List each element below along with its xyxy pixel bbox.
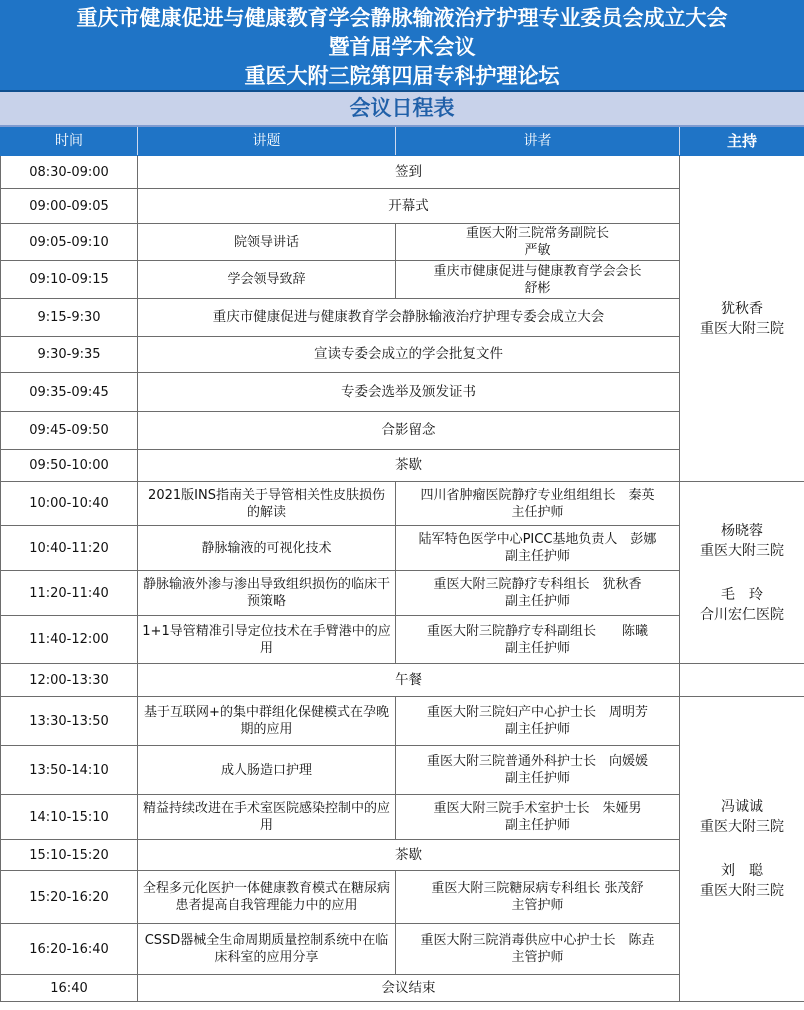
speaker-title: 重庆市健康促进与健康教育学会会长 [433, 263, 642, 279]
column-header-topic: 讲题 [138, 128, 396, 156]
speaker-rank: 严敏 [524, 243, 551, 258]
host-name: 毛 玲 [721, 586, 763, 603]
session-cell: 重庆市健康促进与健康教育学会静脉输液治疗护理专委会成立大会 [138, 299, 680, 337]
page-header [0, 0, 804, 92]
speaker-title: 重医大附三院妇产中心护士长 周明芳 [426, 705, 648, 720]
session-cell: 茶歇 [138, 450, 680, 482]
speaker-rank: 副主任护师 [504, 594, 570, 609]
speaker-rank: 主管护师 [511, 950, 564, 965]
speaker-cell [396, 746, 680, 795]
topic-cell: 全程多元化医护一体健康教育模式在糖尿病患者提高自我管理能力中的应用 [138, 871, 396, 924]
speaker-title: 重医大附三院消毒供应中心护士长 陈垚 [420, 933, 655, 948]
host-name: 刘 聪 [721, 863, 763, 879]
host-name: 犹秋香 [721, 300, 763, 317]
topic-cell: 2021版INS指南关于导管相关性皮肤损伤的解读 [138, 482, 396, 526]
speaker-rank: 副主任护师 [504, 771, 570, 786]
speaker-cell [396, 871, 680, 924]
session-cell: 开幕式 [138, 189, 680, 224]
session-cell: 茶歇 [138, 840, 680, 871]
host-cell-empty [680, 664, 804, 697]
session-cell: 合影留念 [138, 412, 680, 450]
time-cell: 10:40-11:20 [1, 526, 138, 571]
topic-cell: 院领导讲话 [138, 224, 396, 261]
time-cell: 11:20-11:40 [1, 571, 138, 616]
schedule-table [0, 127, 804, 1002]
table-row [1, 156, 804, 189]
host-cell-morning-1 [680, 156, 804, 482]
topic-cell: 成人肠造口护理 [138, 746, 396, 795]
speaker-cell [396, 697, 680, 746]
speaker-title: 四川省肿瘤医院静疗专业组组组长 秦英 [420, 487, 655, 503]
topic-cell: CSSD器械全生命周期质量控制系统中在临床科室的应用分享 [138, 924, 396, 975]
topic-cell: 静脉输液的可视化技术 [138, 526, 396, 571]
session-cell: 专委会选举及颁发证书 [138, 373, 680, 412]
speaker-title: 重医大附三院常务副院长 [465, 226, 609, 241]
time-cell: 15:10-15:20 [1, 840, 138, 871]
speaker-rank: 副主任护师 [504, 640, 570, 656]
speaker-cell [396, 924, 680, 975]
session-cell: 会议结束 [138, 975, 680, 1002]
speaker-rank: 副主任护师 [504, 818, 570, 833]
host-cell-morning-2 [680, 482, 804, 664]
topic-cell: 1+1导管精准引导定位技术在手臂港中的应用 [138, 616, 396, 664]
time-cell: 11:40-12:00 [1, 616, 138, 664]
speaker-cell [396, 482, 680, 526]
host-org: 重医大附三院 [700, 819, 784, 835]
time-cell: 09:05-09:10 [1, 224, 138, 261]
time-cell: 15:20-16:20 [1, 871, 138, 924]
host-org: 重医大附三院 [700, 320, 784, 337]
speaker-title: 重医大附三院静疗专科副组长 陈曦 [426, 623, 648, 639]
time-cell: 16:40 [1, 975, 138, 1002]
table-row [1, 482, 804, 526]
time-cell: 13:50-14:10 [1, 746, 138, 795]
host-cell-afternoon [680, 697, 804, 1002]
speaker-rank: 副主任护师 [504, 722, 570, 737]
time-cell: 9:15-9:30 [1, 299, 138, 337]
time-cell: 09:50-10:00 [1, 450, 138, 482]
time-cell: 09:35-09:45 [1, 373, 138, 412]
host-org: 重医大附三院 [700, 542, 784, 559]
time-cell: 09:10-09:15 [1, 261, 138, 299]
speaker-title: 陆军特色医学中心PICC基地负责人 彭娜 [418, 532, 657, 547]
speaker-rank: 舒彬 [524, 280, 551, 296]
session-cell: 签到 [138, 156, 680, 189]
speaker-cell [396, 616, 680, 664]
speaker-title: 重医大附三院手术室护士长 朱娅男 [433, 801, 642, 816]
title-line-2: 暨首届学术会议 [328, 35, 476, 59]
table-header-row [1, 128, 804, 156]
host-org: 重医大附三院 [700, 883, 784, 899]
time-cell: 9:30-9:35 [1, 337, 138, 373]
column-header-host: 主持 [680, 128, 804, 156]
time-cell: 16:20-16:40 [1, 924, 138, 975]
speaker-cell [396, 795, 680, 840]
topic-cell: 精益持续改进在手术室医院感染控制中的应用 [138, 795, 396, 840]
speaker-title: 重医大附三院糖尿病专科组长 张茂舒 [431, 881, 644, 896]
table-row [1, 697, 804, 746]
title-line-3: 重医大附三院第四届专科护理论坛 [244, 64, 560, 88]
speaker-rank: 主任护师 [511, 504, 564, 520]
host-name: 冯诚诚 [721, 799, 763, 815]
table-row [1, 664, 804, 697]
time-cell: 14:10-15:10 [1, 795, 138, 840]
time-cell: 10:00-10:40 [1, 482, 138, 526]
column-header-speaker: 讲者 [396, 128, 680, 156]
time-cell: 09:45-09:50 [1, 412, 138, 450]
time-cell: 09:00-09:05 [1, 189, 138, 224]
time-cell: 08:30-09:00 [1, 156, 138, 189]
session-cell: 宣读专委会成立的学会批复文件 [138, 337, 680, 373]
topic-cell: 基于互联网+的集中群组化保健模式在孕晚期的应用 [138, 697, 396, 746]
speaker-rank: 主管护师 [511, 898, 564, 913]
speaker-cell [396, 224, 680, 261]
topic-cell: 静脉输液外渗与渗出导致组织损伤的临床干预策略 [138, 571, 396, 616]
speaker-title: 重医大附三院静疗专科组长 犹秋香 [433, 577, 642, 592]
speaker-rank: 副主任护师 [504, 549, 570, 564]
speaker-cell [396, 261, 680, 299]
time-cell: 13:30-13:50 [1, 697, 138, 746]
time-cell: 12:00-13:30 [1, 664, 138, 697]
schedule-subtitle: 会议日程表 [0, 92, 804, 127]
host-name: 杨晓蓉 [721, 522, 763, 539]
title-line-1: 重庆市健康促进与健康教育学会静脉输液治疗护理专业委员会成立大会 [76, 6, 728, 30]
speaker-title: 重医大附三院普通外科护士长 向媛媛 [426, 754, 648, 769]
host-org: 合川宏仁医院 [700, 606, 784, 623]
session-cell: 午餐 [138, 664, 680, 697]
column-header-time: 时间 [1, 128, 138, 156]
topic-cell: 学会领导致辞 [138, 261, 396, 299]
speaker-cell [396, 571, 680, 616]
speaker-cell [396, 526, 680, 571]
